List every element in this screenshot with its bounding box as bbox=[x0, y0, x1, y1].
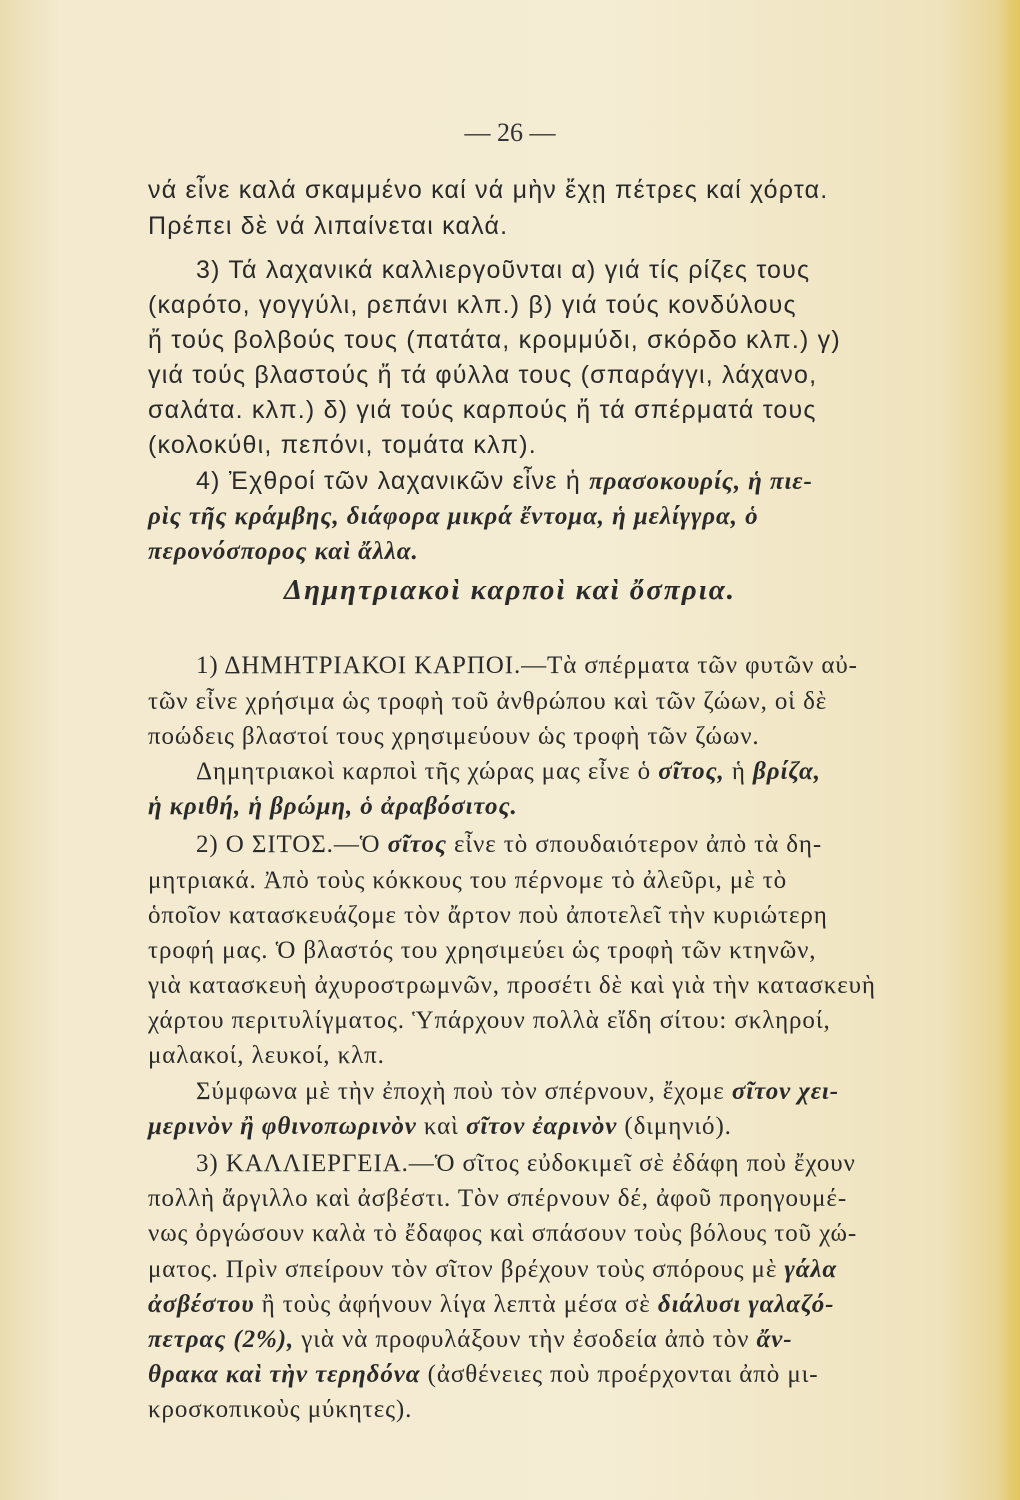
section-heading: Δημητριακοὶ καρποὶ καὶ ὄσπρια. bbox=[283, 574, 737, 606]
text-line: τροφή μας. Ὁ βλαστός του χρησιμεύει ὡς τροφὴ τῶν κτηνῶν, bbox=[148, 937, 817, 964]
text-line: μερινὸν ἢ φθινοπωρινὸν καὶ σῖτον ἐαρινὸν (διμηνιό). bbox=[148, 1113, 732, 1140]
text-line: πολλὴ ἄργιλλο καὶ ἀσβέστι. Τὸν σπέρνουν δέ, ἀφοῦ προηγουμέ- bbox=[148, 1185, 848, 1212]
text-line: νά εἶνε καλά σκαμμένο καί νά μὴν ἔχῃ πέτρες καί χόρτα. bbox=[148, 176, 829, 204]
text-line: περονόσπορος καὶ ἄλλα. bbox=[148, 538, 419, 565]
text-line: ποώδεις βλαστοί τους χρησιμεύουν ὡς τροφὴ τῶν ζώων. bbox=[148, 723, 760, 750]
text-line: χάρτου περιτυλίγματος. Ὑπάρχουν πολλὰ εἴδη σίτου: σκληροί, bbox=[148, 1007, 831, 1034]
text-line: νως ὀργώσουν καλὰ τὸ ἔδαφος καὶ σπάσουν τοὺς βόλους τοῦ χώ- bbox=[148, 1220, 858, 1247]
text-line: Σύμφωνα μὲ τὴν ἐποχὴ ποὺ τὸν σπέρνουν, ἔχομε σῖτον χει- bbox=[196, 1078, 840, 1105]
text-line: 3) Τά λαχανικά καλλιεργοῦνται α) γιά τίς ρίζες τους bbox=[196, 256, 811, 284]
text-line: 4) Ἐχθροί τῶν λαχανικῶν εἶνε ἡ πρασοκουρίς, ἡ πιε- bbox=[196, 467, 813, 495]
text-line: ὁποῖον κατασκευάζομε τὸν ἄρτον ποὺ ἀποτελεῖ τὴν κυριώτερη bbox=[148, 902, 828, 929]
text-line: μαλακοί, λευκοί, κλπ. bbox=[148, 1042, 385, 1069]
text-line: Δημητριακοὶ καρποὶ τῆς χώρας μας εἶνε ὁ σῖτος, ἡ βρίζα, bbox=[196, 758, 821, 785]
text-line: ἤ τούς βολβούς τους (πατάτα, κρομμύδι, σκόρδο κλπ.) γ) bbox=[148, 326, 841, 354]
page-number: — 26 — bbox=[464, 118, 556, 147]
text-line: πετρας (2%), γιὰ νὰ προφυλάξουν τὴν ἐσοδεία ἀπὸ τὸν ἄν- bbox=[148, 1326, 793, 1353]
text-line: 3) ΚΑΛΛΙΕΡΓΕΙΑ.—Ὁ σῖτος εὐδοκιμεῖ σὲ ἐδάφη ποὺ ἔχουν bbox=[196, 1150, 856, 1177]
text-line: γιὰ κατασκευὴ ἀχυροστρωμνῶν, προσέτι δὲ καὶ γιὰ τὴν κατασκευὴ bbox=[148, 972, 876, 999]
text-line: σαλάτα. κλπ.) δ) γιά τούς καρπούς ἤ τά σπέρματά τους bbox=[148, 396, 817, 424]
text-line: ἡ κριθή, ἡ βρώμη, ὁ ἀραβόσιτος. bbox=[148, 793, 518, 820]
text-line: 1) ΔΗΜΗΤΡΙΑΚΟΙ ΚΑΡΠΟΙ.—Τὰ σπέρματα τῶν φυτῶν αὐ- bbox=[196, 652, 858, 679]
text-line: (καρότο, γογγύλι, ρεπάνι κλπ.) β) γιά τούς κονδύλους bbox=[148, 291, 797, 319]
text-line: 2) Ο ΣΙΤΟΣ.—Ὁ σῖτος εἶνε τὸ σπουδαιότερον ἀπὸ τὰ δη- bbox=[196, 831, 823, 858]
text-line: κροσκοπικοὺς μύκητες). bbox=[148, 1396, 413, 1423]
text-line: Πρέπει δὲ νά λιπαίνεται καλά. bbox=[148, 212, 509, 240]
text-line: θρακα καὶ τὴν τερηδόνα (ἀσθένειες ποὺ προέρχονται ἀπὸ μι- bbox=[148, 1361, 819, 1388]
text-line: ἀσβέστου ἢ τοὺς ἀφήνουν λίγα λεπτὰ μέσα σὲ διάλυσι γαλαζό- bbox=[148, 1291, 835, 1318]
text-line: γιά τούς βλαστούς ἤ τά φύλλα τους (σπαράγγι, λάχανο, bbox=[148, 361, 818, 389]
text-line: μητριακά. Ἀπὸ τοὺς κόκκους του πέρνομε τὸ ἀλεῦρι, μὲ τὸ bbox=[148, 867, 788, 894]
italic-term: πρασοκουρίς, ἡ πιε- bbox=[589, 468, 813, 495]
text-line: (κολοκύθι, πεπόνι, τομάτα κλπ). bbox=[148, 431, 537, 459]
text-line: ματος. Πρὶν σπείρουν τὸν σῖτον βρέχουν τοὺς σπόρους μὲ γάλα bbox=[148, 1256, 838, 1283]
text-line: τῶν εἶνε χρήσιμα ὡς τροφὴ τοῦ ἀνθρώπου καὶ τῶν ζώων, οἱ δὲ bbox=[148, 688, 828, 715]
text-line: ρὶς τῆς κράμβης, διάφορα μικρά ἔντομα, ἡ μελίγγρα, ὁ bbox=[148, 503, 759, 530]
